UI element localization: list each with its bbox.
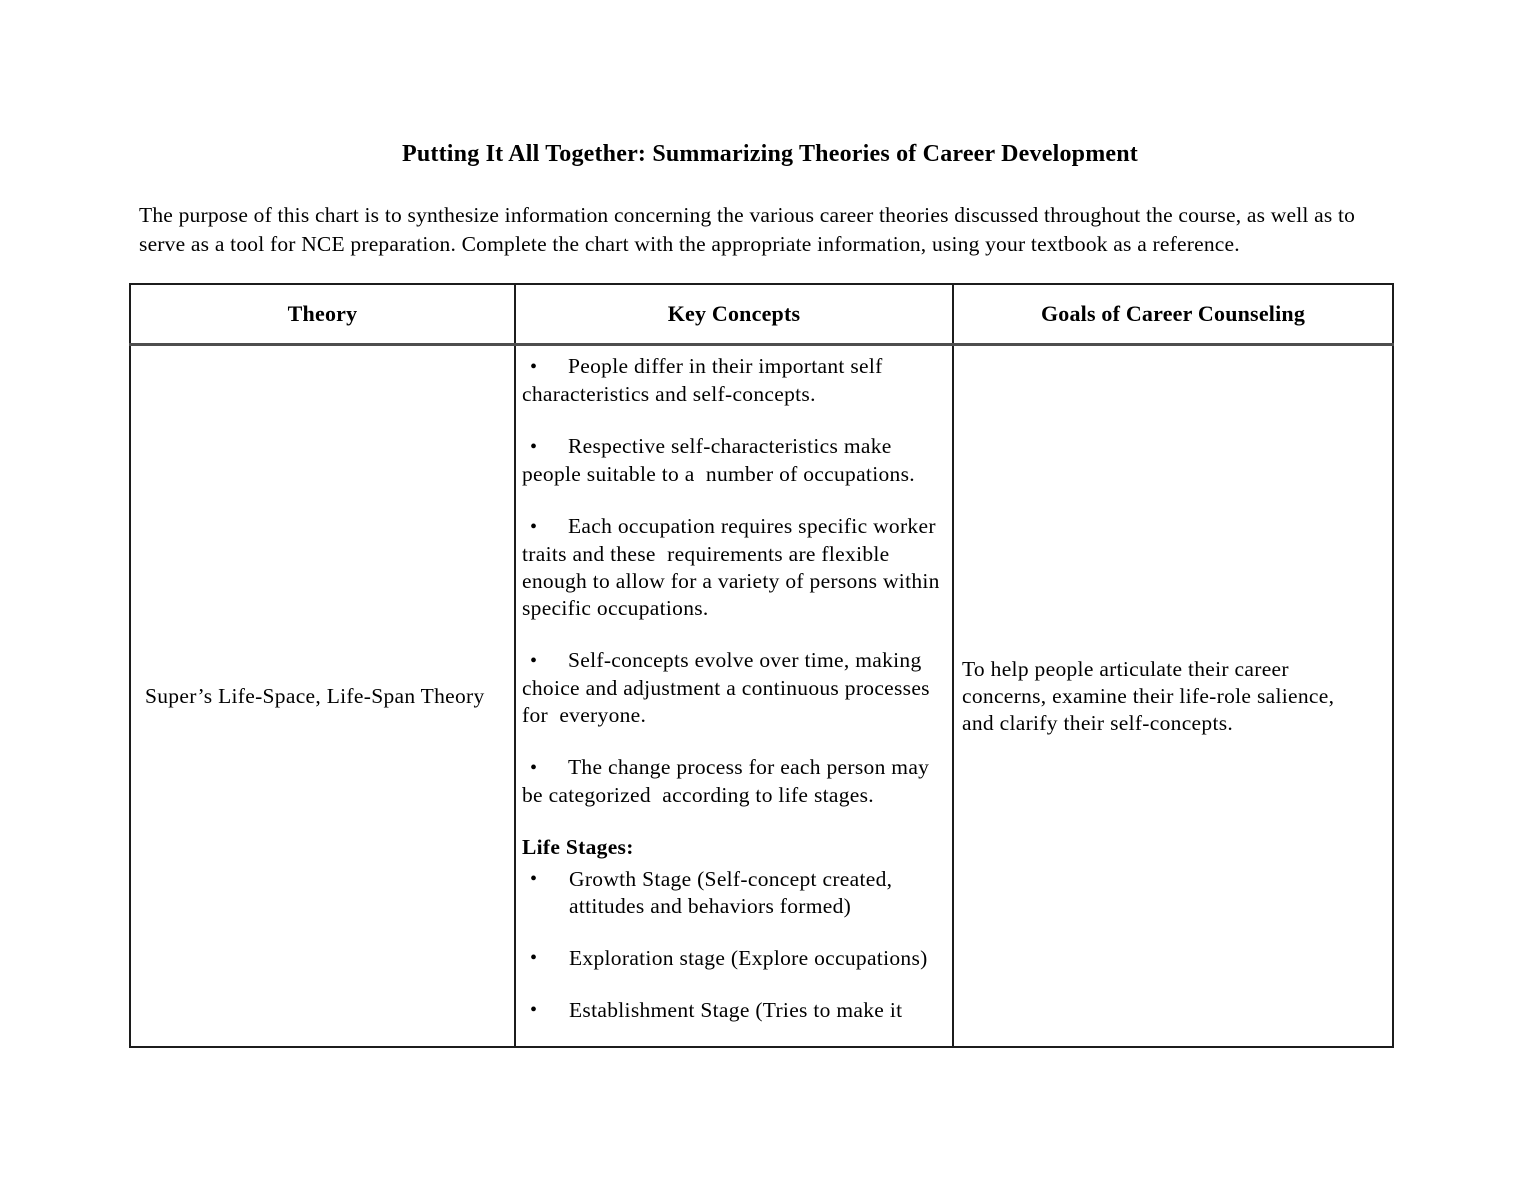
key-concept-item — [522, 433, 947, 488]
bullet-icon: • — [530, 356, 538, 378]
theory-name: Super’s Life-Space, Life-Span Theory — [145, 683, 485, 708]
goals-text: To help people articulate their career concerns, examine their life-role salience, and clarify their self-concepts. — [962, 656, 1335, 735]
career-theories-table — [129, 283, 1394, 1048]
header-cell-goals: Goals of Career Counseling — [953, 284, 1393, 345]
bullet-icon: • — [530, 868, 538, 890]
key-concept-text: Respective self-characteristics make people suitable to a number of occupations. — [522, 434, 915, 486]
key-concept-text: The change process for each person may be categorized according to life stages. — [522, 755, 935, 807]
bullet-icon: • — [530, 757, 538, 779]
page-title: Putting It All Together: Summarizing Theories of Career Development — [401, 141, 1138, 167]
intro-paragraph: The purpose of this chart is to synthesize information concerning the various career theories discussed throughout the course, as well as to serve as a tool for NCE preparation. Complete the chart with the appropriate information, using your textbook as a reference. — [139, 203, 1356, 256]
key-concepts-cell — [515, 345, 953, 1048]
theory-cell — [130, 345, 515, 1048]
bullet-icon: • — [530, 947, 538, 969]
key-concept-item — [522, 647, 947, 729]
table-header-row — [130, 284, 1393, 345]
life-stage-text: Growth Stage (Self-concept created, attitudes and behaviors formed) — [569, 867, 898, 918]
key-concept-item — [522, 754, 947, 809]
goals-cell — [953, 345, 1393, 1048]
life-stages-heading: Life Stages: — [522, 835, 634, 859]
table-row — [130, 345, 1393, 1048]
life-stage-item — [522, 997, 947, 1024]
life-stage-text: Exploration stage (Explore occupations) — [569, 946, 928, 970]
key-concept-text: Self-concepts evolve over time, making choice and adjustment a continuous processes for everyone. — [522, 648, 936, 727]
key-concepts-content — [516, 346, 952, 1046]
header-cell-key-concepts: Key Concepts — [515, 284, 953, 345]
bullet-icon: • — [530, 650, 538, 672]
key-concept-text: People differ in their important self characteristics and self-concepts. — [522, 354, 889, 406]
life-stage-text: Establishment Stage (Tries to make it — [569, 998, 903, 1022]
life-stage-item — [522, 866, 947, 920]
life-stage-item — [522, 945, 947, 972]
bullet-icon: • — [530, 516, 538, 538]
header-cell-theory: Theory — [130, 284, 515, 345]
key-concept-item — [522, 513, 947, 622]
key-concept-item — [522, 353, 947, 408]
bullet-icon: • — [530, 999, 538, 1021]
key-concept-text: Each occupation requires specific worker traits and these requirements are flexible enough to allow for a variety of persons within specific occupations. — [522, 514, 946, 620]
bullet-icon: • — [530, 436, 538, 458]
